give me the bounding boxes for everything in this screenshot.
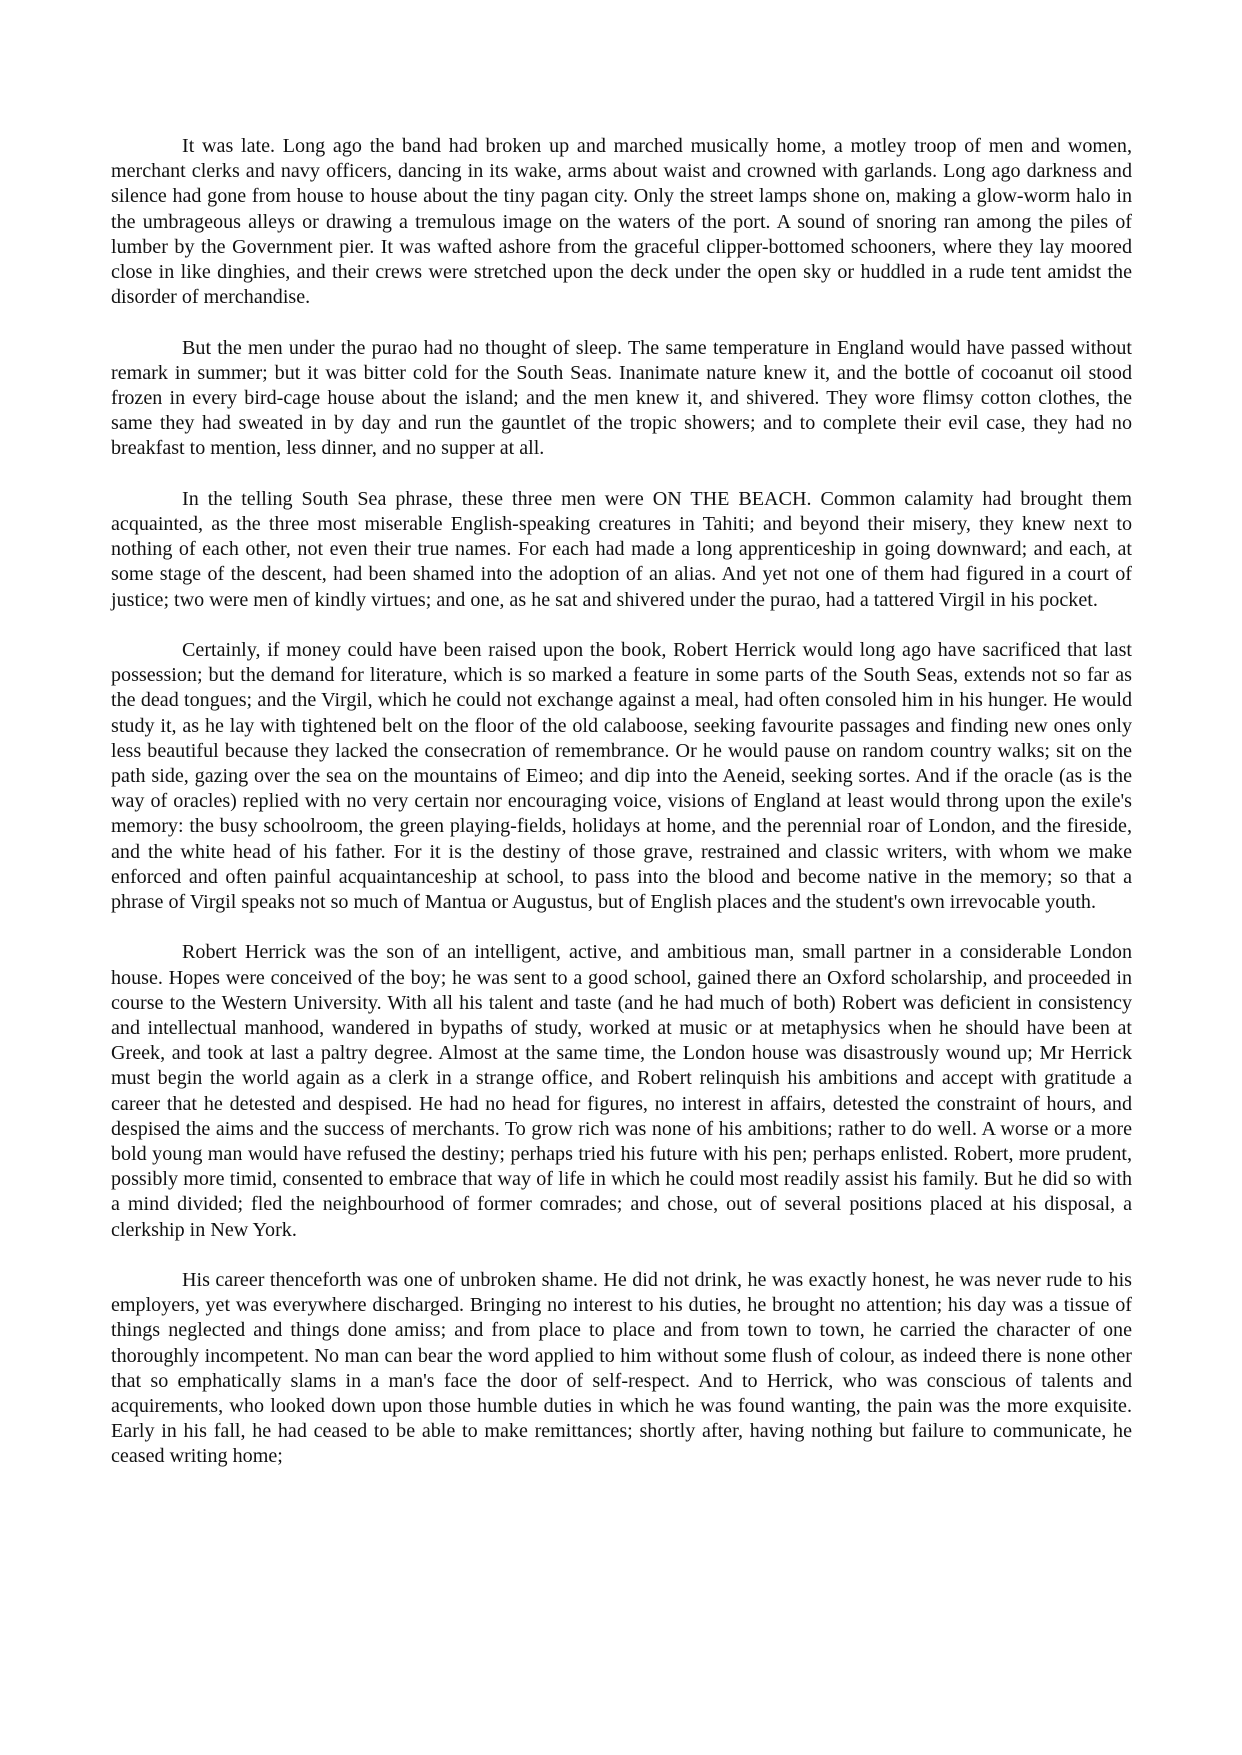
paragraph-1: It was late. Long ago the band had broken up and marched musically home, a motley troop of men and women, merchant clerks and navy officers, dancing in its wake, arms about waist and crowned with garlands. Long ago darkness and silence had gone from house to house about the tiny pagan city. Only the street lamps shone on, making a glow-worm halo in the umbrageous alleys or drawing a tremulous image on the waters of the port. A sound of snoring ran among the piles of lumber by the Government pier. It was wafted ashore from the graceful clipper-bottomed schooners, where they lay moored close in like dinghies, and their crews were stretched upon the deck under the open sky or huddled in a rude tent amidst the disorder of merchandise. [111, 135, 1132, 309]
paragraph-4: Certainly, if money could have been raised upon the book, Robert Herrick would long ago have sacrificed that last possession; but the demand for literature, which is so marked a feature in some parts of the South Seas, extends not so far as the dead tongues; and the Virgil, which he could not exchange against a meal, had often consoled him in his hunger. He would study it, as he lay with tightened belt on the floor of the old calaboose, seeking favourite passages and finding new ones only less beautiful because they lacked the consecration of remembrance. Or he would pause on random country walks; sit on the path side, gazing over the sea on the mountains of Eimeo; and dip into the Aeneid, seeking sortes. And if the oracle (as is the way of oracles) replied with no very certain nor encouraging voice, visions of England at least would throng upon the exile's memory: the busy schoolroom, the green playing-fields, holidays at home, and the perennial roar of London, and the fireside, and the white head of his father. For it is the destiny of those grave, restrained and classic writers, with whom we make enforced and often painful acquaintanceship at school, to pass into the blood and become native in the memory; so that a phrase of Virgil speaks not so much of Mantua or Augustus, but of English places and the student's own irrevocable youth. [111, 639, 1132, 914]
paragraph-3: In the telling South Sea phrase, these three men were ON THE BEACH. Common calamity had brought them acquainted, as the three most miserable English-speaking creatures in Tahiti; and beyond their misery, they knew next to nothing of each other, not even their true names. For each had made a long apprenticeship in going downward; and each, at some stage of the descent, had been shamed into the adoption of an alias. And yet not one of them had figured in a court of justice; two were men of kindly virtues; and one, as he sat and shivered under the purao, had a tattered Virgil in his pocket. [111, 487, 1132, 611]
paragraph-2: But the men under the purao had no thought of sleep. The same temperature in England would have passed without remark in summer; but it was bitter cold for the South Seas. Inanimate nature knew it, and the bottle of cocoanut oil stood frozen in every bird-cage house about the island; and the men knew it, and shivered. They wore flimsy cotton clothes, the same they had sweated in by day and run the gauntlet of the tropic showers; and to complete their evil case, they had no breakfast to mention, less dinner, and no supper at all. [111, 336, 1132, 460]
paragraph-5: Robert Herrick was the son of an intelligent, active, and ambitious man, small partner in a considerable London house. Hopes were conceived of the boy; he was sent to a good school, gained there an Oxford scholarship, and proceeded in course to the Western University. With all his talent and taste (and he had much of both) Robert was deficient in consistency and intellectual manhood, wandered in bypaths of study, worked at music or at metaphysics when he should have been at Greek, and took at last a paltry degree. Almost at the same time, the London house was disastrously wound up; Mr Herrick must begin the world again as a clerk in a strange office, and Robert relinquish his ambitions and accept with gratitude a career that he detested and despised. He had no head for figures, no interest in affairs, detested the constraint of hours, and despised the aims and the success of merchants. To grow rich was none of his ambitions; rather to do well. A worse or a more bold young man would have refused the destiny; perhaps tried his future with his pen; perhaps enlisted. Robert, more prudent, possibly more timid, consented to embrace that way of life in which he could most readily assist his family. But he did so with a mind divided; fled the neighbourhood of former comrades; and chose, out of several positions placed at his disposal, a clerkship in New York. [111, 941, 1132, 1241]
paragraph-6: His career thenceforth was one of unbroken shame. He did not drink, he was exactly honest, he was never rude to his employers, yet was everywhere discharged. Bringing no interest to his duties, he brought no attention; his day was a tissue of things neglected and things done amiss; and from place to place and from town to town, he carried the character of one thoroughly incompetent. No man can bear the word applied to him without some flush of colour, as indeed there is none other that so emphatically slams in a man's face the door of self-respect. And to Herrick, who was conscious of talents and acquirements, who looked down upon those humble duties in which he was found wanting, the pain was the more exquisite. Early in his fall, he had ceased to be able to make remittances; shortly after, having nothing but failure to communicate, he ceased writing home; [111, 1269, 1132, 1468]
page-text-body [111, 134, 1132, 1470]
